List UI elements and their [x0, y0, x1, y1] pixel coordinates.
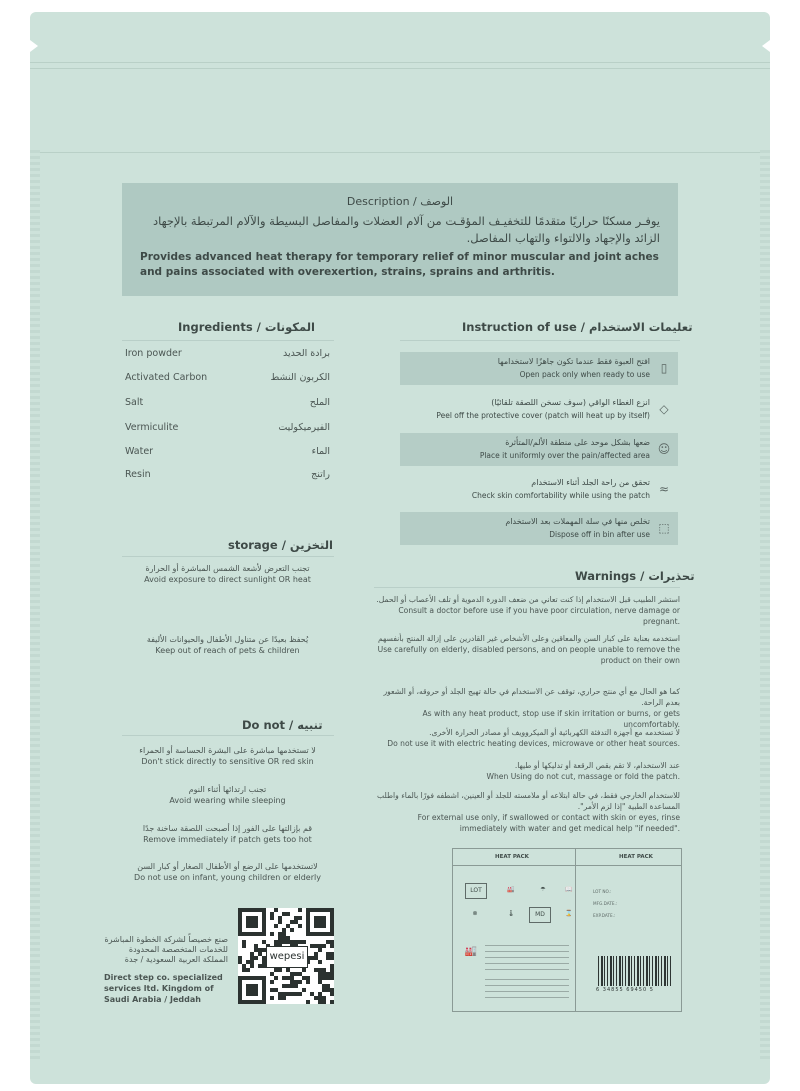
warning-item — [374, 633, 680, 666]
storage-item-english: Keep out of reach of pets & children — [155, 646, 300, 655]
qr-module — [302, 940, 306, 944]
donot-item-english: Remove immediately if patch gets too hot — [143, 835, 312, 844]
warnings-divider — [374, 587, 680, 588]
lot-symbol: LOT — [465, 883, 487, 899]
qr-module — [302, 968, 306, 972]
instruction-step — [400, 473, 678, 506]
ingredients-heading: Ingredients / المكونات — [178, 320, 315, 334]
qr-module — [294, 984, 298, 988]
ingredient-row — [125, 372, 330, 388]
qr-module — [302, 988, 306, 992]
warning-english: For external use only, if swallowed or contact with skin or eyes, rinse immediately with water and get medical help "if needed". — [417, 813, 680, 833]
warning-english: Do not use it with electric heating devices, microwave or other heat sources. — [387, 739, 680, 748]
storage-item — [125, 634, 330, 656]
warning-english: Use carefully on elderly, disabled persons, and on people unable to remove the product on their own — [377, 645, 680, 665]
qr-module — [262, 932, 266, 936]
warning-english: As with any heat product, stop use if skin irritation or burns, or gets uncomfortably. — [422, 709, 680, 729]
body-icon: ☺ — [657, 442, 671, 456]
warning-item — [374, 790, 680, 834]
qr-module — [318, 960, 322, 964]
donot-item-arabic: لاتستخدمها على الرضع أو الأطفال الصغار أو كبار السن — [137, 862, 318, 871]
instruction-step — [400, 393, 678, 426]
warning-item — [374, 686, 680, 730]
ingredient-english: Vermiculite — [125, 422, 179, 433]
ingredients-divider — [122, 340, 334, 341]
qr-module — [298, 980, 302, 984]
qr-module — [330, 932, 334, 936]
qr-module — [262, 1000, 266, 1004]
label-field-exp: EXP.DATE.: — [593, 913, 616, 918]
storage-item-arabic: تجنب التعرض لأشعة الشمس المباشرة أو الحرارة — [145, 564, 310, 573]
qr-module — [330, 1000, 334, 1004]
donot-item-arabic: تجنب ارتدائها أثناء النوم — [188, 785, 267, 794]
ingredient-english: Resin — [125, 469, 151, 480]
representative-address-lines — [485, 979, 569, 1003]
qr-module — [270, 996, 274, 1000]
qr-module — [298, 916, 302, 920]
label-title-left: HEAT PACK — [495, 854, 529, 860]
storage-divider — [122, 556, 334, 557]
manufacturer-address-lines — [485, 945, 569, 975]
qr-module — [254, 992, 258, 996]
qr-module — [274, 924, 278, 928]
ingredient-arabic: الملح — [309, 397, 330, 408]
expiry-icon: ⌛ — [565, 910, 573, 917]
tear-notch-left — [30, 40, 38, 52]
donot-heading: Do not / تنبيه — [242, 718, 323, 732]
label-divider — [575, 849, 576, 1011]
qr-module — [254, 924, 258, 928]
qr-module — [278, 920, 282, 924]
warning-english: Consult a doctor before use if you have poor circulation, nerve damage or pregnant. — [398, 606, 680, 626]
qr-module — [282, 996, 286, 1000]
qr-module — [246, 968, 250, 972]
label-divider — [453, 865, 681, 866]
instruction-english: Dispose off in bin after use — [549, 530, 650, 539]
md-symbol: MD — [529, 907, 551, 923]
donot-item — [125, 745, 330, 767]
storage-item-arabic: يُحفظ بعيدًا عن متناول الأطفال والحيوانات الأليفة — [146, 635, 309, 644]
ingredient-english: Activated Carbon — [125, 372, 208, 383]
donot-item — [125, 823, 330, 845]
storage-item — [125, 563, 330, 585]
donot-item-english: Don't stick directly to sensitive OR red skin — [141, 757, 314, 766]
package-icon: ▯ — [660, 361, 668, 375]
qr-module — [318, 948, 322, 952]
qr-module — [242, 944, 246, 948]
qr-module — [322, 944, 326, 948]
ingredient-english: Water — [125, 446, 154, 457]
tear-notch-right — [762, 40, 770, 52]
instructions-divider — [400, 340, 680, 341]
warning-item — [374, 760, 680, 782]
instruction-arabic: تخلص منها في سلة المهملات بعد الاستخدام — [505, 517, 650, 526]
donot-divider — [122, 735, 334, 736]
warning-item — [374, 727, 680, 749]
qr-module — [306, 980, 310, 984]
instructions-book-icon: 📖 — [565, 886, 573, 893]
instruction-english: Check skin comfortability while using the patch — [471, 491, 650, 500]
label-field-lot: LOT NO.: — [593, 889, 612, 894]
ingredient-arabic: الفيرميكوليت — [278, 422, 330, 433]
ingredient-english: Salt — [125, 397, 144, 408]
qr-module — [322, 924, 326, 928]
warning-arabic: كما هو الحال مع أي منتج حراري، توقف عن الاستخدام في حالة تهيج الجلد أو حروقه، أو الشعور بعدم الراحة. — [383, 687, 680, 707]
seal-edge-right — [760, 150, 770, 1061]
instruction-step — [400, 433, 678, 466]
qr-module — [306, 1000, 310, 1004]
warning-arabic: لا تستخدمه مع أجهزة التدفئة الكهربائية أو الميكروويف أو مصادر الحرارة الأخرى. — [429, 728, 680, 737]
qr-module — [330, 944, 334, 948]
instruction-arabic: تحقق من راحة الجلد أثناء الاستخدام — [531, 478, 650, 487]
label-title-right: HEAT PACK — [619, 854, 653, 860]
instruction-arabic: انزع الغطاء الواقي (سوف تسخن اللصقة تلقائيًا) — [491, 398, 650, 407]
donot-item — [125, 784, 330, 806]
ingredient-english: Iron powder — [125, 348, 182, 359]
label-field-mfg: MFG.DATE.: — [593, 901, 618, 906]
qr-module — [290, 928, 294, 932]
qr-module — [270, 916, 274, 920]
donot-item-arabic: لا تستخدمها مباشرة على البشرة الحساسة أو الحمراء — [139, 746, 316, 755]
qr-module — [278, 968, 282, 972]
seal-edge-left — [30, 150, 40, 1061]
qr-module — [330, 976, 334, 980]
manufacturer-icon: 🏭 — [464, 946, 478, 957]
description-title: Description / الوصف — [346, 195, 454, 208]
qr-code[interactable] — [238, 908, 334, 1004]
barcode — [598, 956, 672, 986]
instructions-heading: Instruction of use / تعليمات الاستخدام — [462, 320, 693, 334]
instruction-english: Place it uniformly over the pain/affected area — [479, 451, 650, 460]
qr-module — [322, 1000, 326, 1004]
instruction-english: Peel off the protective cover (patch will heat up by itself) — [436, 411, 650, 420]
qr-module — [330, 992, 334, 996]
qr-module — [274, 908, 278, 912]
donot-item — [125, 861, 330, 883]
qr-module — [286, 912, 290, 916]
bin-icon: ⬚ — [658, 521, 670, 535]
instruction-english: Open pack only when ready to use — [519, 370, 650, 379]
warning-arabic: استخدمه بعناية على كبار السن والمعاقين وعلى الأشخاص غير القادرين على إزالة المنتج بأنفسهم — [377, 634, 680, 643]
storage-item-english: Avoid exposure to direct sunlight OR heat — [144, 575, 311, 584]
storage-heading: storage / التخزين — [228, 538, 333, 552]
ingredient-arabic: الكربون النشط — [270, 372, 330, 383]
qr-module — [298, 992, 302, 996]
heat-skin-icon: ≈ — [658, 482, 670, 496]
warning-item — [374, 594, 680, 627]
ingredient-row — [125, 469, 330, 485]
qr-logo: wepesi — [266, 946, 308, 968]
description-panel — [122, 183, 678, 296]
manufacture-icon: 🏭 — [507, 886, 515, 893]
ingredient-arabic: برادة الحديد — [282, 348, 330, 359]
no-reuse-icon: ⊗ — [472, 910, 478, 917]
ingredient-row — [125, 422, 330, 438]
instruction-step — [400, 352, 678, 385]
warnings-heading: Warnings / تحذيرات — [575, 569, 695, 583]
donot-item-english: Avoid wearing while sleeping — [169, 796, 286, 805]
qr-module — [254, 956, 258, 960]
warning-arabic: استشر الطبيب قبل الاستخدام إذا كنت تعاني من ضعف الدورة الدموية أو تلف الأعصاب أو الحمل. — [376, 595, 680, 604]
qr-module — [298, 908, 302, 912]
instruction-arabic: افتح العبوة فقط عندما تكون جاهزًا لاستخدامها — [497, 357, 650, 366]
qr-module — [250, 964, 254, 968]
qr-module — [274, 976, 278, 980]
ingredient-arabic: الماء — [311, 446, 330, 457]
peel-patch-icon: ◇ — [659, 402, 669, 416]
qr-module — [270, 932, 274, 936]
instruction-step — [400, 512, 678, 545]
ingredient-row — [125, 348, 330, 364]
qr-module — [330, 956, 334, 960]
qr-module — [298, 924, 302, 928]
warning-arabic: للاستخدام الخارجي فقط، في حالة ابتلاعه أو ملامسته للجلد أو العينين، اشطفه فورًا بالماء واطلب المساعدة الطبية "إذا لزم الأمر". — [377, 791, 680, 811]
temperature-icon: 🌡 — [507, 910, 515, 917]
ingredient-row — [125, 446, 330, 462]
ingredient-arabic: راتنج — [311, 469, 330, 480]
description-arabic: يوفـر مسكنًا حراريًا متقدمًا للتخفيـف المؤقـت من آلام العضلات والمفاصل البسيطة والآلام المرتبطة بالإجهاد الزائد والإجهاد والالتواء والتهاب المفاصل. — [152, 214, 660, 245]
warning-english: When Using do not cut, massage or fold the patch. — [486, 772, 680, 781]
ingredient-row — [125, 397, 330, 413]
qr-module — [270, 980, 274, 984]
keep-dry-icon: ☂ — [540, 886, 546, 893]
donot-item-english: Do not use on infant, young children or elderly — [134, 873, 321, 882]
company-arabic: صنع خصيصاً لشركة الخطوة المباشرة للخدمات المتخصصة المحدودة المملكة العربية السعودية / جدة — [104, 935, 228, 964]
warning-arabic: عند الاستخدام، لا تقم بقص الرقعة أو تدليكها أو طيها. — [514, 761, 680, 770]
description-english: Provides advanced heat therapy for temporary relief of minor muscular and joint aches and pains associated with overexertion, strains, sprains and arthritis. — [140, 251, 659, 278]
company-english: Direct step co. specialized services ltd. Kingdom of Saudi Arabia / Jeddah — [104, 973, 223, 1004]
zip-seal — [30, 22, 770, 172]
donot-item-arabic: قم بإزالتها على الفور إذا أصبحت اللصقة ساخنة جدًا — [142, 824, 313, 833]
instruction-arabic: ضعها بشكل موحد على منطقة الألم/المتأثرة — [505, 438, 650, 447]
barcode-digits: 6 34855 69450 5 — [596, 987, 654, 993]
